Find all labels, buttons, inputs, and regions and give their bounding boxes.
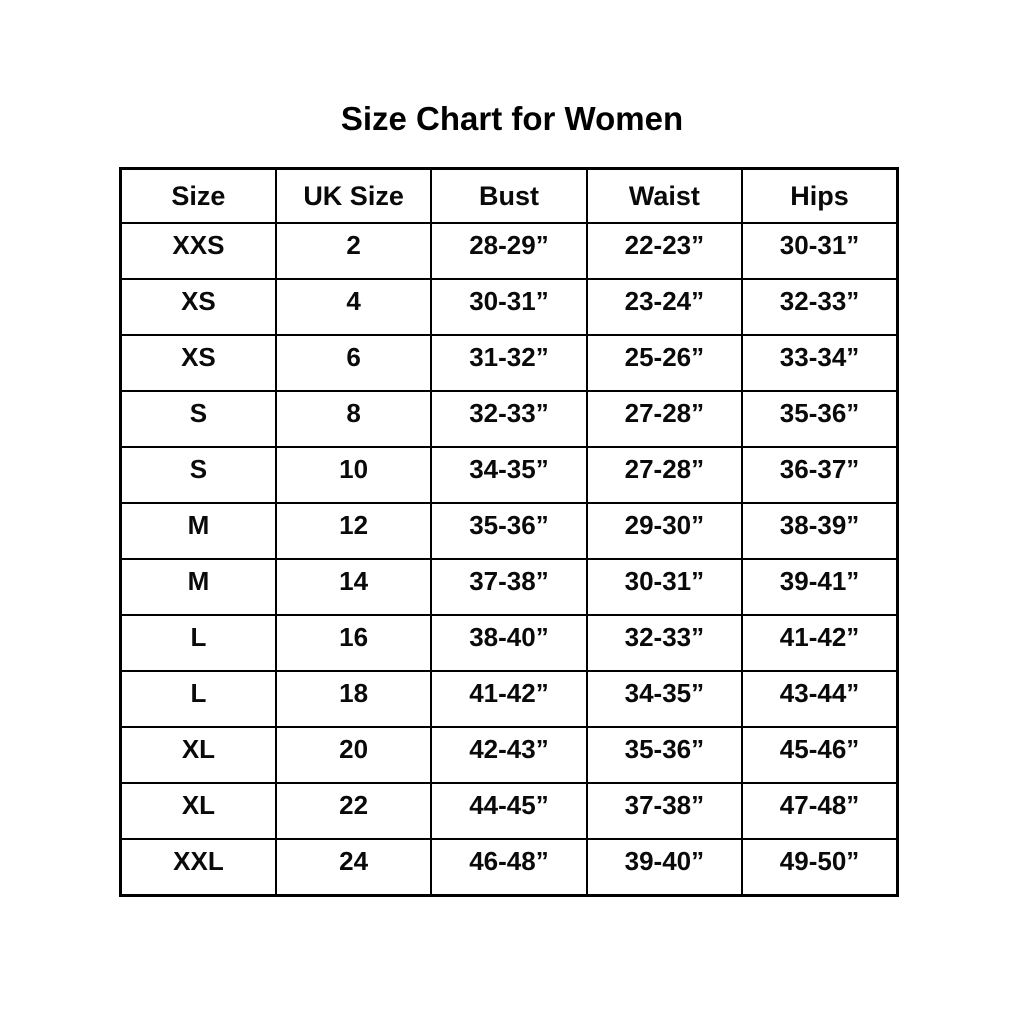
table-cell: 37-38” (431, 559, 586, 615)
table-cell: 2 (276, 223, 431, 279)
table-cell: 31-32” (431, 335, 586, 391)
table-cell: 18 (276, 671, 431, 727)
table-cell: 6 (276, 335, 431, 391)
table-cell: 44-45” (431, 783, 586, 839)
table-cell: XS (121, 335, 276, 391)
table-cell: S (121, 391, 276, 447)
table-header-row (121, 169, 898, 224)
table-cell: XS (121, 279, 276, 335)
table-cell: M (121, 559, 276, 615)
table-cell: 25-26” (587, 335, 742, 391)
column-header-hips: Hips (742, 169, 897, 224)
column-header-bust: Bust (431, 169, 586, 224)
table-header (121, 169, 898, 224)
table-cell: 43-44” (742, 671, 897, 727)
table-cell: 27-28” (587, 447, 742, 503)
table-cell: L (121, 671, 276, 727)
table-cell: 30-31” (431, 279, 586, 335)
table-cell: 49-50” (742, 839, 897, 896)
table-row (121, 615, 898, 671)
table-cell: 41-42” (742, 615, 897, 671)
table-row (121, 839, 898, 896)
table-cell: 28-29” (431, 223, 586, 279)
table-cell: 30-31” (742, 223, 897, 279)
table-cell: 22-23” (587, 223, 742, 279)
table-cell: 29-30” (587, 503, 742, 559)
table-cell: 22 (276, 783, 431, 839)
table-row (121, 391, 898, 447)
table-cell: 32-33” (587, 615, 742, 671)
table-cell: 45-46” (742, 727, 897, 783)
table-cell: 35-36” (742, 391, 897, 447)
table-cell: 36-37” (742, 447, 897, 503)
table-row (121, 279, 898, 335)
column-header-uk-size: UK Size (276, 169, 431, 224)
table-cell: 38-39” (742, 503, 897, 559)
table-cell: 32-33” (742, 279, 897, 335)
table-row (121, 335, 898, 391)
table-cell: 37-38” (587, 783, 742, 839)
table-cell: XXL (121, 839, 276, 896)
table-row (121, 671, 898, 727)
table-row (121, 223, 898, 279)
table-row (121, 727, 898, 783)
table-cell: 39-41” (742, 559, 897, 615)
column-header-size: Size (121, 169, 276, 224)
table-cell: 16 (276, 615, 431, 671)
table-cell: 39-40” (587, 839, 742, 896)
table-cell: 35-36” (431, 503, 586, 559)
table-cell: 38-40” (431, 615, 586, 671)
table-cell: 41-42” (431, 671, 586, 727)
table-cell: 42-43” (431, 727, 586, 783)
table-cell: 20 (276, 727, 431, 783)
table-cell: 14 (276, 559, 431, 615)
table-cell: 46-48” (431, 839, 586, 896)
table-cell: S (121, 447, 276, 503)
table-cell: 47-48” (742, 783, 897, 839)
size-table-body (121, 223, 898, 896)
table-cell: 34-35” (431, 447, 586, 503)
table-cell: 10 (276, 447, 431, 503)
table-cell: 8 (276, 391, 431, 447)
table-cell: 4 (276, 279, 431, 335)
table-cell: 23-24” (587, 279, 742, 335)
table-cell: 24 (276, 839, 431, 896)
table-cell: XXS (121, 223, 276, 279)
table-cell: 30-31” (587, 559, 742, 615)
table-cell: L (121, 615, 276, 671)
column-header-waist: Waist (587, 169, 742, 224)
table-cell: XL (121, 727, 276, 783)
table-cell: 35-36” (587, 727, 742, 783)
table-cell: XL (121, 783, 276, 839)
table-cell: 33-34” (742, 335, 897, 391)
table-cell: 34-35” (587, 671, 742, 727)
table-row (121, 503, 898, 559)
table-row (121, 447, 898, 503)
table-cell: M (121, 503, 276, 559)
table-row (121, 559, 898, 615)
table-cell: 12 (276, 503, 431, 559)
page-title: Size Chart for Women (340, 100, 684, 137)
table-row (121, 783, 898, 839)
size-chart-table (119, 167, 899, 897)
table-cell: 32-33” (431, 391, 586, 447)
table-cell: 27-28” (587, 391, 742, 447)
